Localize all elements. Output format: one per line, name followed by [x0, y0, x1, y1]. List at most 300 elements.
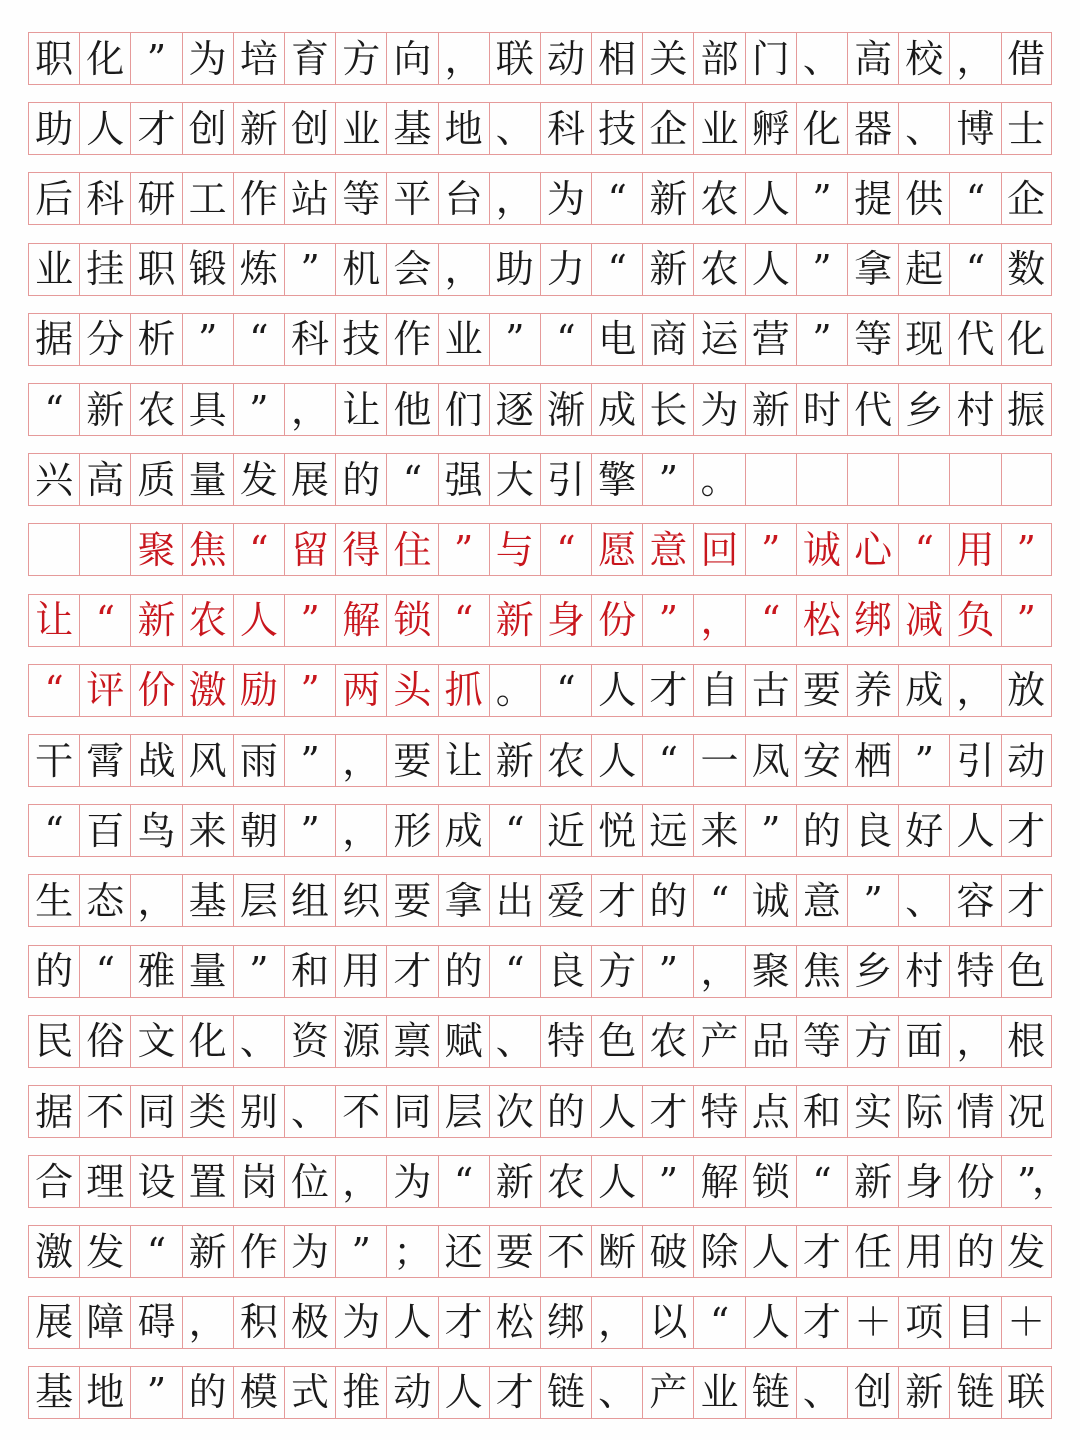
grid-cell: 作	[233, 173, 284, 224]
grid-cell: 渐	[540, 384, 591, 435]
grid-cell: 战	[130, 735, 181, 786]
grid-cell: 风	[182, 735, 233, 786]
grid-cell: “	[438, 1156, 489, 1207]
grid-cell: 民	[28, 1016, 79, 1067]
grid-cell: 色	[1001, 946, 1052, 997]
grid-cell: 用	[335, 946, 386, 997]
grid-cell: 企	[642, 103, 693, 154]
grid-cell: 强	[438, 454, 489, 505]
grid-cell: ”	[642, 595, 693, 646]
grid-cell: 特	[693, 1086, 744, 1137]
grid-cell: 研	[130, 173, 181, 224]
grid-cell: 绑	[540, 1297, 591, 1348]
grid-cell: 业	[693, 1367, 744, 1418]
grid-cell: 基	[28, 1367, 79, 1418]
grid-cell: 联	[1001, 1367, 1052, 1418]
grid-cell: 动	[540, 33, 591, 84]
grid-cell: 分	[79, 314, 130, 365]
grid-cell: 新	[79, 384, 130, 435]
grid-cell: 设	[130, 1156, 181, 1207]
grid-cell: 站	[284, 173, 335, 224]
grid-cell: ”	[284, 595, 335, 646]
grid-cell: 具	[182, 384, 233, 435]
grid-cell: 回	[693, 524, 744, 575]
grid-cell: 业	[335, 103, 386, 154]
grid-cell: 置	[182, 1156, 233, 1207]
grid-cell: 远	[642, 805, 693, 856]
grid-cell: 创	[284, 103, 335, 154]
grid-cell: ”	[1001, 1156, 1052, 1207]
grid-cell: “	[79, 595, 130, 646]
grid-cell: “	[796, 1156, 847, 1207]
grid-cell: 基	[386, 103, 437, 154]
grid-cell: 相	[591, 33, 642, 84]
grid-cell: 古	[745, 665, 796, 716]
grid-cell: ”	[233, 946, 284, 997]
grid-cell: 用	[949, 524, 1000, 575]
grid-cell: 诚	[745, 875, 796, 926]
grid-cell: 焦	[182, 524, 233, 575]
grid-cell: 况	[1001, 1086, 1052, 1137]
grid-cell: 断	[591, 1226, 642, 1277]
grid-cell: 联	[489, 33, 540, 84]
grid-cell: “	[591, 244, 642, 295]
grid-cell	[28, 524, 79, 575]
grid-cell: ，	[130, 875, 181, 926]
grid-cell: 要	[386, 735, 437, 786]
grid-cell: ”	[130, 33, 181, 84]
grid-line-17	[28, 1155, 1070, 1208]
grid-cell: 高	[847, 33, 898, 84]
grid-cell: 析	[130, 314, 181, 365]
grid-cell: 地	[79, 1367, 130, 1418]
grid-cell: 次	[489, 1086, 540, 1137]
grid-cell	[796, 454, 847, 505]
grid-cell: 擎	[591, 454, 642, 505]
grid-cell: 新	[489, 595, 540, 646]
grid-cell: 成	[591, 384, 642, 435]
grid-cell: 形	[386, 805, 437, 856]
grid-cell: 人	[438, 1367, 489, 1418]
grid-cell: 才	[130, 103, 181, 154]
grid-cell: 技	[335, 314, 386, 365]
grid-cell: 用	[898, 1226, 949, 1277]
grid-cell: 人	[591, 735, 642, 786]
grid-cell: 才	[1001, 805, 1052, 856]
grid-cell: 助	[28, 103, 79, 154]
grid-cell: 、	[796, 33, 847, 84]
grid-cell: “	[745, 595, 796, 646]
grid-cell: ”	[745, 805, 796, 856]
grid-cell: 成	[438, 805, 489, 856]
grid-cell: 才	[438, 1297, 489, 1348]
grid-cell: ，	[438, 244, 489, 295]
grid-cell: 的	[335, 454, 386, 505]
grid-cell: 才	[489, 1367, 540, 1418]
grid-cell: 成	[898, 665, 949, 716]
grid-cell: 乡	[898, 384, 949, 435]
grid-cell: 人	[386, 1297, 437, 1348]
grid-cell: 为	[386, 1156, 437, 1207]
grid-cell: 推	[335, 1367, 386, 1418]
grid-cell: ，	[438, 33, 489, 84]
grid-cell: 还	[438, 1226, 489, 1277]
grid-cell: 积	[233, 1297, 284, 1348]
grid-cell: 数	[1001, 244, 1052, 295]
grid-cell: 拿	[438, 875, 489, 926]
grid-cell: 来	[182, 805, 233, 856]
grid-cell: 地	[438, 103, 489, 154]
grid-cell: “	[949, 173, 1000, 224]
grid-cell: 、	[796, 1367, 847, 1418]
grid-line-3	[28, 172, 1052, 225]
grid-cell: 供	[898, 173, 949, 224]
grid-line-9	[28, 594, 1052, 647]
grid-cell: 业	[693, 103, 744, 154]
grid-cell: 、	[233, 1016, 284, 1067]
grid-cell: 为	[182, 33, 233, 84]
grid-cell: 色	[591, 1016, 642, 1067]
grid-cell: 新	[233, 103, 284, 154]
grid-cell: 新	[182, 1226, 233, 1277]
grid-cell: 态	[79, 875, 130, 926]
grid-cell: 展	[284, 454, 335, 505]
grid-cell: 近	[540, 805, 591, 856]
grid-cell: ”	[847, 875, 898, 926]
grid-cell: 村	[898, 946, 949, 997]
grid-cell: 新	[898, 1367, 949, 1418]
grid-cell: 不	[335, 1086, 386, 1137]
grid-cell: ”	[1001, 524, 1052, 575]
grid-cell: 资	[284, 1016, 335, 1067]
grid-cell: ，	[335, 735, 386, 786]
grid-cell: 发	[233, 454, 284, 505]
grid-cell: 新	[847, 1156, 898, 1207]
grid-cell: 来	[693, 805, 744, 856]
grid-cell: 容	[949, 875, 1000, 926]
grid-cell: “	[693, 875, 744, 926]
grid-line-10	[28, 664, 1052, 717]
grid-line-15	[28, 1015, 1052, 1068]
grid-cell: 业	[28, 244, 79, 295]
grid-cell: 份	[949, 1156, 1000, 1207]
grid-cell: 留	[284, 524, 335, 575]
grid-cell: 新	[489, 1156, 540, 1207]
grid-cell: ，	[182, 1297, 233, 1348]
grid-cell: 大	[489, 454, 540, 505]
grid-cell: 同	[386, 1086, 437, 1137]
grid-cell: 要	[386, 875, 437, 926]
grid-cell: “	[591, 173, 642, 224]
grid-cell: 的	[28, 946, 79, 997]
grid-cell: “	[489, 805, 540, 856]
grid-cell: 关	[642, 33, 693, 84]
grid-cell: 化	[182, 1016, 233, 1067]
grid-cell: ”	[796, 173, 847, 224]
grid-line-12	[28, 804, 1052, 857]
grid-cell: ”	[1001, 595, 1052, 646]
grid-cell: 负	[949, 595, 1000, 646]
grid-cell: 。	[693, 454, 744, 505]
grid-cell: ”	[642, 454, 693, 505]
grid-cell: 台	[438, 173, 489, 224]
grid-cell: 百	[79, 805, 130, 856]
grid-cell: 、	[489, 103, 540, 154]
grid-cell: 才	[642, 665, 693, 716]
grid-cell: 他	[386, 384, 437, 435]
grid-cell: 为	[284, 1226, 335, 1277]
grid-line-8	[28, 523, 1052, 576]
grid-cell: 别	[233, 1086, 284, 1137]
grid-cell: ＋	[847, 1297, 898, 1348]
grid-cell: 量	[182, 454, 233, 505]
grid-cell: 住	[386, 524, 437, 575]
grid-cell: 类	[182, 1086, 233, 1137]
grid-cell: 新	[642, 244, 693, 295]
grid-line-20	[28, 1366, 1052, 1419]
grid-cell: 让	[28, 595, 79, 646]
grid-cell: 不	[79, 1086, 130, 1137]
grid-cell: 基	[182, 875, 233, 926]
grid-cell: 特	[540, 1016, 591, 1067]
grid-cell: 化	[1001, 314, 1052, 365]
grid-cell: 化	[796, 103, 847, 154]
grid-cell: ”	[898, 735, 949, 786]
grid-cell: 化	[79, 33, 130, 84]
grid-cell: 栖	[847, 735, 898, 786]
grid-cell: 禀	[386, 1016, 437, 1067]
grid-cell: 、	[898, 103, 949, 154]
grid-cell: 解	[693, 1156, 744, 1207]
grid-cell: 意	[642, 524, 693, 575]
grid-cell: 据	[28, 1086, 79, 1137]
grid-cell: 极	[284, 1297, 335, 1348]
grid-cell: 产	[642, 1367, 693, 1418]
grid-cell: 为	[540, 173, 591, 224]
grid-cell: 营	[745, 314, 796, 365]
grid-cell: 层	[438, 1086, 489, 1137]
grid-cell: 品	[745, 1016, 796, 1067]
grid-cell: 量	[182, 946, 233, 997]
grid-cell: ”	[284, 665, 335, 716]
grid-cell: 良	[540, 946, 591, 997]
grid-cell: 人	[949, 805, 1000, 856]
grid-cell: 岗	[233, 1156, 284, 1207]
grid-cell: 养	[847, 665, 898, 716]
grid-cell	[1001, 454, 1052, 505]
grid-cell: “	[130, 1226, 181, 1277]
grid-cell: 力	[540, 244, 591, 295]
grid-cell: 农	[540, 1156, 591, 1207]
grid-cell: 凤	[745, 735, 796, 786]
grid-cell: 农	[693, 173, 744, 224]
grid-cell: 农	[693, 244, 744, 295]
grid-cell: 合	[28, 1156, 79, 1207]
grid-cell: 抓	[438, 665, 489, 716]
grid-cell: 头	[386, 665, 437, 716]
grid-cell: 锁	[386, 595, 437, 646]
grid-cell: 展	[28, 1297, 79, 1348]
grid-cell: 要	[796, 665, 847, 716]
grid-cell: 新	[642, 173, 693, 224]
grid-cell: 高	[79, 454, 130, 505]
grid-cell: 点	[745, 1086, 796, 1137]
grid-cell: 与	[489, 524, 540, 575]
grid-cell: 链	[540, 1367, 591, 1418]
grid-cell: 发	[79, 1226, 130, 1277]
grid-cell: 的	[540, 1086, 591, 1137]
grid-cell: 模	[233, 1367, 284, 1418]
grid-cell: 士	[1001, 103, 1052, 154]
grid-cell: 产	[693, 1016, 744, 1067]
grid-cell: 职	[130, 244, 181, 295]
grid-cell: 起	[898, 244, 949, 295]
grid-cell: 电	[591, 314, 642, 365]
grid-cell: ＋	[1001, 1297, 1052, 1348]
grid-cell: 松	[796, 595, 847, 646]
grid-cell: 的	[438, 946, 489, 997]
grid-cell: ，	[591, 1297, 642, 1348]
grid-cell: 爱	[540, 875, 591, 926]
grid-cell: 孵	[745, 103, 796, 154]
grid-cell: 根	[1001, 1016, 1052, 1067]
grid-cell: 工	[182, 173, 233, 224]
grid-cell: 才	[796, 1226, 847, 1277]
grid-cell: 文	[130, 1016, 181, 1067]
grid-cell: 干	[28, 735, 79, 786]
grid-line-16	[28, 1085, 1052, 1138]
grid-cell: ”	[335, 1226, 386, 1277]
grid-cell: 解	[335, 595, 386, 646]
grid-cell: “	[693, 1297, 744, 1348]
grid-cell: “	[28, 384, 79, 435]
grid-cell: ，	[335, 1156, 386, 1207]
grid-cell: ”	[642, 946, 693, 997]
grid-cell: ”	[182, 314, 233, 365]
grid-cell: 朝	[233, 805, 284, 856]
grid-cell: 校	[898, 33, 949, 84]
grid-cell: 企	[1001, 173, 1052, 224]
grid-line-5	[28, 313, 1052, 366]
grid-cell: 的	[642, 875, 693, 926]
grid-cell: 愿	[591, 524, 642, 575]
grid-cell: 励	[233, 665, 284, 716]
grid-cell: 聚	[130, 524, 181, 575]
grid-cell: 向	[386, 33, 437, 84]
grid-line-4	[28, 243, 1052, 296]
grid-cell: 提	[847, 173, 898, 224]
grid-cell: 科	[540, 103, 591, 154]
grid-cell: “	[949, 244, 1000, 295]
grid-cell: 农	[182, 595, 233, 646]
grid-cell: 赋	[438, 1016, 489, 1067]
grid-cell: 代	[847, 384, 898, 435]
grid-cell: 振	[1001, 384, 1052, 435]
grid-cell: 兴	[28, 454, 79, 505]
grid-cell: 发	[1001, 1226, 1052, 1277]
grid-cell: ”	[796, 244, 847, 295]
grid-cell: 焦	[796, 946, 847, 997]
grid-cell: ”	[284, 244, 335, 295]
grid-cell: 雅	[130, 946, 181, 997]
grid-cell: 炼	[233, 244, 284, 295]
grid-cell: 等	[796, 1016, 847, 1067]
grid-cell: 安	[796, 735, 847, 786]
grid-cell: 和	[796, 1086, 847, 1137]
grid-cell: 目	[949, 1297, 1000, 1348]
grid-cell: 动	[386, 1367, 437, 1418]
grid-cell: 业	[438, 314, 489, 365]
grid-cell: 位	[284, 1156, 335, 1207]
grid-cell: 良	[847, 805, 898, 856]
grid-cell: 借	[1001, 33, 1052, 84]
grid-cell: 新	[489, 735, 540, 786]
grid-cell: 组	[284, 875, 335, 926]
grid-cell: 商	[642, 314, 693, 365]
grid-cell: 评	[79, 665, 130, 716]
grid-cell: 、	[591, 1367, 642, 1418]
grid-cell: ，	[489, 173, 540, 224]
grid-cell: 绑	[847, 595, 898, 646]
grid-cell: 职	[28, 33, 79, 84]
grid-cell: 才	[642, 1086, 693, 1137]
grid-cell: 等	[335, 173, 386, 224]
grid-cell: 时	[796, 384, 847, 435]
grid-cell: 要	[489, 1226, 540, 1277]
grid-cell: 减	[898, 595, 949, 646]
grid-cell: “	[28, 805, 79, 856]
grid-cell: 村	[949, 384, 1000, 435]
grid-cell: 长	[642, 384, 693, 435]
grid-cell: 的	[182, 1367, 233, 1418]
grid-cell: 鸟	[130, 805, 181, 856]
grid-cell: 人	[745, 1226, 796, 1277]
grid-cell: 为	[693, 384, 744, 435]
grid-cell: 自	[693, 665, 744, 716]
grid-cell: 、	[898, 875, 949, 926]
grid-cell: 好	[898, 805, 949, 856]
grid-cell: ”	[796, 314, 847, 365]
grid-cell: 。	[489, 665, 540, 716]
grid-cell: 身	[540, 595, 591, 646]
grid-cell: 和	[284, 946, 335, 997]
grid-cell: 碍	[130, 1297, 181, 1348]
grid-cell: 让	[335, 384, 386, 435]
grid-cell: 链	[949, 1367, 1000, 1418]
grid-cell: 悦	[591, 805, 642, 856]
grid-line-14	[28, 945, 1052, 998]
grid-cell: 生	[28, 875, 79, 926]
grid-cell: ”	[284, 735, 335, 786]
grid-cell: 会	[386, 244, 437, 295]
grid-cell: 出	[489, 875, 540, 926]
grid-cell: ，	[949, 33, 1000, 84]
grid-cell: 作	[233, 1226, 284, 1277]
grid-cell: ，	[949, 1016, 1000, 1067]
grid-cell: 的	[796, 805, 847, 856]
grid-cell: 才	[796, 1297, 847, 1348]
grid-cell: 新	[130, 595, 181, 646]
grid-cell: 运	[693, 314, 744, 365]
grid-cell: 聚	[745, 946, 796, 997]
grid-cell: 技	[591, 103, 642, 154]
grid-cell: 科	[284, 314, 335, 365]
grid-cell: 创	[847, 1367, 898, 1418]
grid-cell: 才	[386, 946, 437, 997]
grid-cell: 培	[233, 33, 284, 84]
grid-cell: “	[233, 314, 284, 365]
grid-cell: ，	[335, 805, 386, 856]
